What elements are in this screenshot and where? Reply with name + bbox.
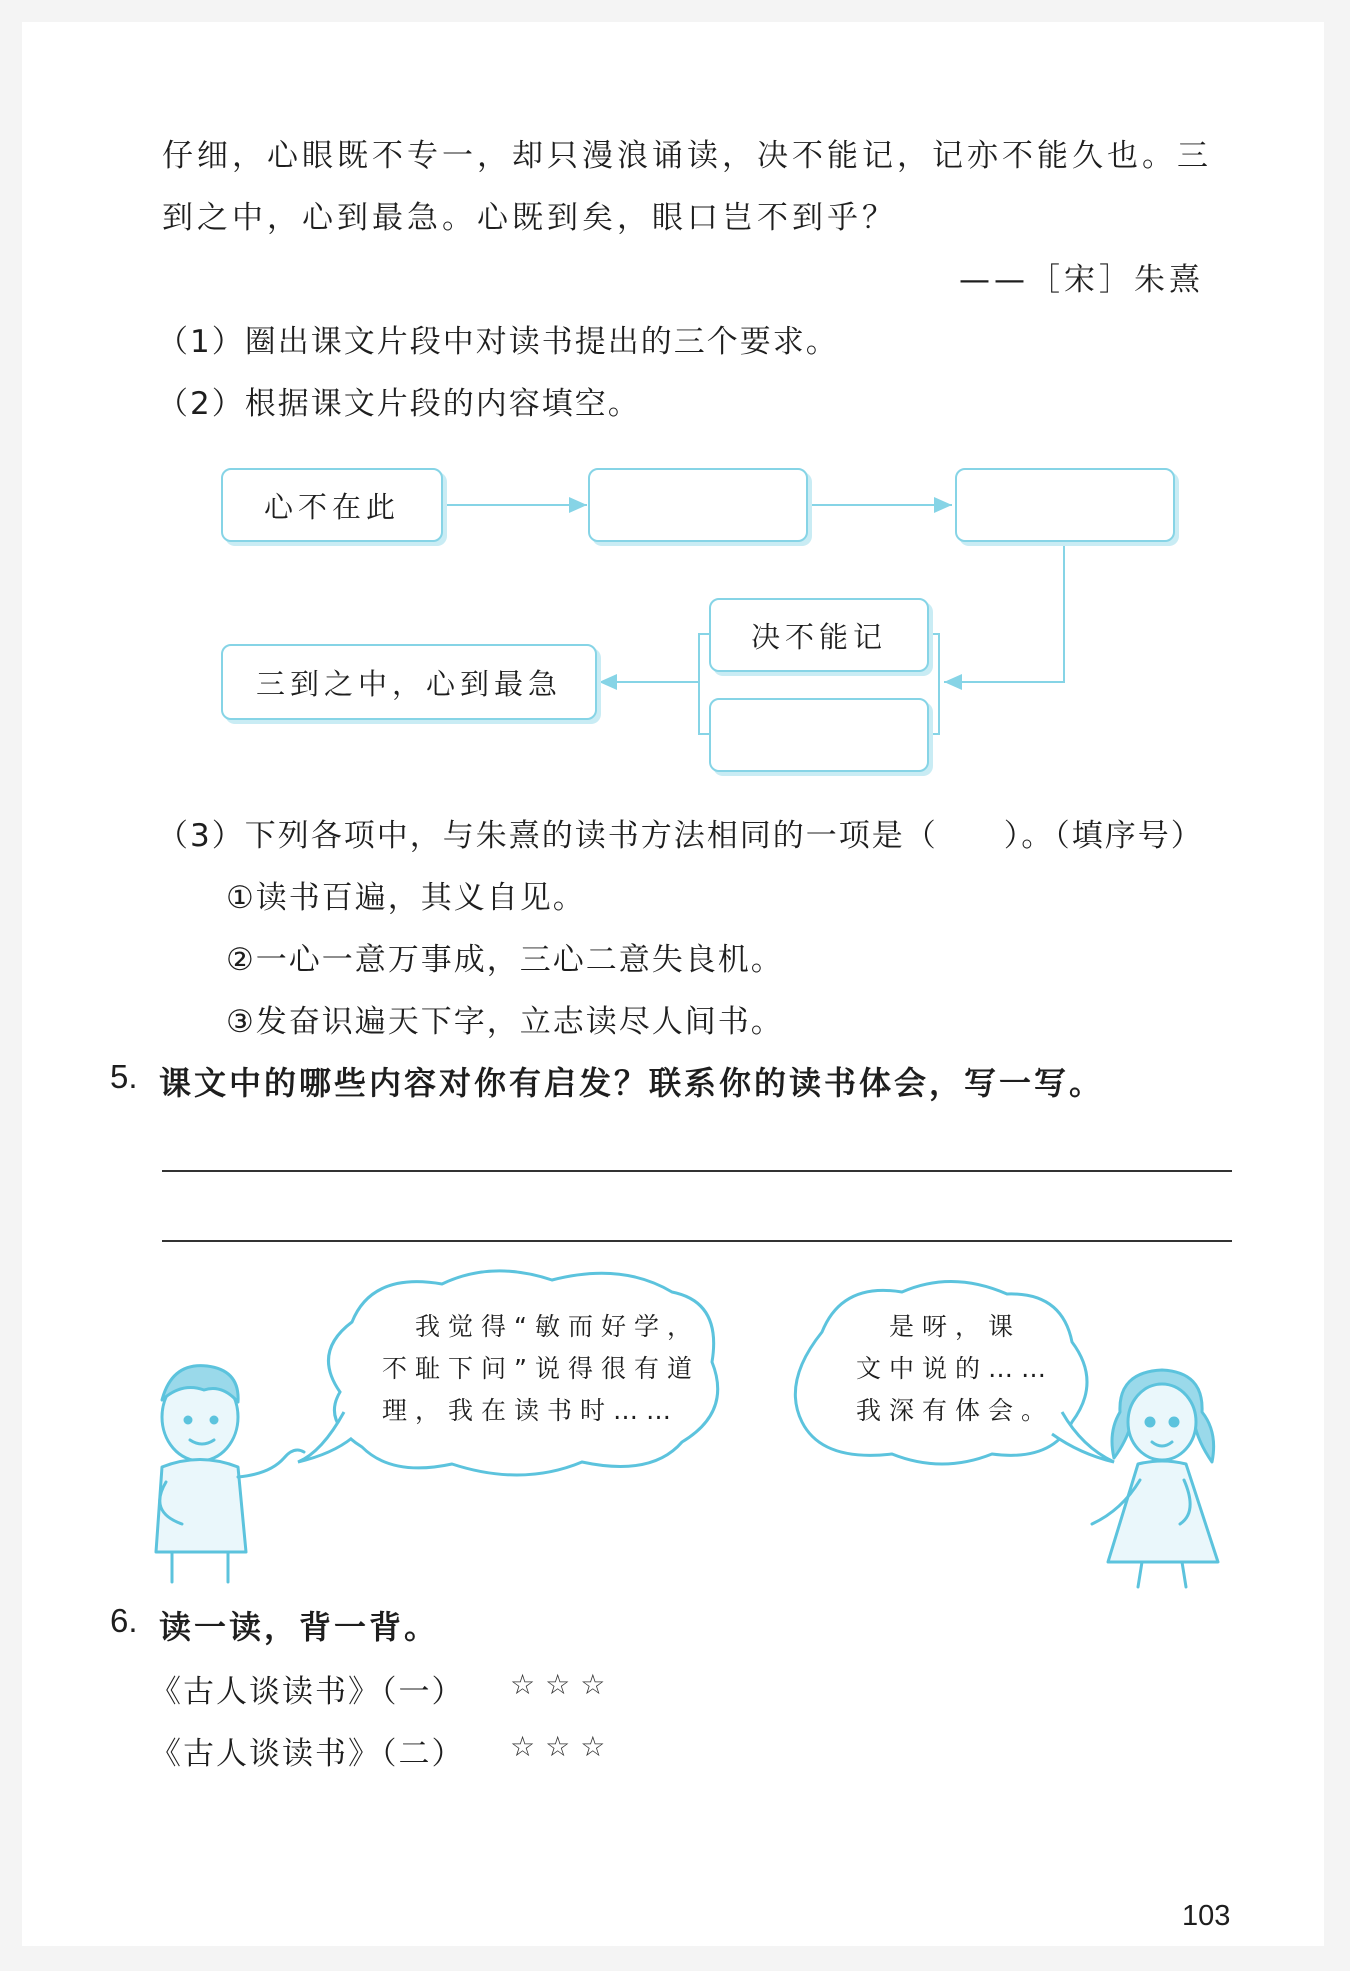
flow-box-1: 心不在此 — [221, 468, 443, 542]
q4-sub3: （3）下列各项中，与朱熹的读书方法相同的一项是（ ）。（填序号） — [157, 818, 1204, 854]
q4-sub2: （2）根据课文片段的内容填空。 — [157, 386, 641, 422]
q4-sub1: （1）圈出课文片段中对读书提出的三个要求。 — [157, 324, 839, 360]
flow-box-6: 三到之中，心到最急 — [221, 644, 597, 720]
q6-item-2-title: 《古人谈读书》（二） — [150, 1736, 465, 1772]
q6-number: 6. — [110, 1602, 138, 1639]
q4-option-2: ②一心一意万事成，三心二意失良机。 — [226, 942, 784, 978]
flow-box-5-blank[interactable] — [709, 698, 929, 772]
q4-option-1: ①读书百遍，其义自见。 — [226, 880, 586, 916]
flow-box-4: 决不能记 — [709, 598, 929, 672]
passage-line-1: 仔细，心眼既不专一，却只漫浪诵读，决不能记，记亦不能久也。三 — [162, 138, 1212, 174]
q6-item-1-title: 《古人谈读书》（一） — [150, 1674, 465, 1710]
girl-bubble-line-2: 文中说的…… — [856, 1354, 1055, 1383]
boy-bubble-line-1: 我觉得“敏而好学， — [382, 1312, 700, 1341]
answer-line-1[interactable] — [162, 1170, 1232, 1172]
workbook-page — [22, 22, 1324, 1946]
q6-prompt: 读一读，背一背。 — [159, 1608, 440, 1646]
girl-bubble-line-1: 是呀，课 — [856, 1312, 1022, 1341]
q5-number: 5. — [110, 1058, 138, 1095]
passage-line-2: 到之中，心到最急。心既到矣，眼口岂不到乎？ — [162, 200, 897, 236]
boy-illustration — [156, 1366, 304, 1582]
q6-item-1-stars[interactable]: ☆☆☆ — [510, 1668, 616, 1701]
flow-connectors — [22, 22, 1324, 822]
flow-box-2-blank[interactable] — [588, 468, 808, 542]
q4-option-3: ③发奋识遍天下字，立志读尽人间书。 — [226, 1004, 784, 1040]
flow-box-3-blank[interactable] — [955, 468, 1175, 542]
page-number: 103 — [1182, 1900, 1231, 1932]
q5-prompt: 课文中的哪些内容对你有启发？联系你的读书体会，写一写。 — [159, 1064, 1105, 1102]
boy-bubble-line-2: 不耻下问”说得很有道 — [382, 1354, 700, 1383]
girl-bubble-line-3: 我深有体会。 — [856, 1396, 1055, 1425]
q6-item-2-stars[interactable]: ☆☆☆ — [510, 1730, 616, 1763]
answer-line-2[interactable] — [162, 1240, 1232, 1242]
boy-bubble-line-3: 理，我在读书时…… — [382, 1396, 680, 1425]
girl-illustration — [1092, 1370, 1218, 1587]
passage-author: ——［宋］朱熹 — [959, 262, 1204, 298]
boy-bubble-text — [382, 1306, 700, 1432]
girl-bubble-text — [856, 1306, 1054, 1432]
